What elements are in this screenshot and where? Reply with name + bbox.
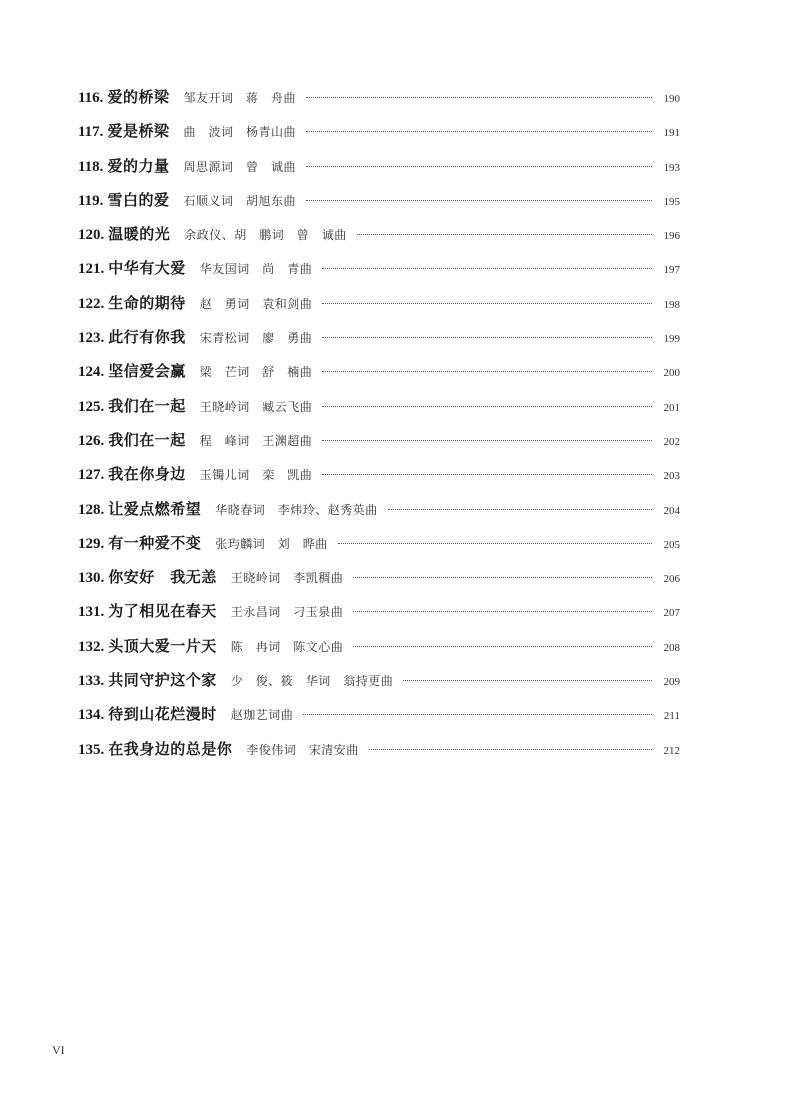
dot-leader [322,406,652,407]
entry-credits: 华晓春词 李炜玲、赵秀英曲 [215,502,378,517]
entry-page-number: 209 [663,676,680,689]
dot-leader [322,371,652,372]
toc-entry [78,86,680,120]
entry-number: 116. [78,90,104,106]
entry-page-number: 206 [663,573,680,586]
entry-credits: 曲 波词 杨青山曲 [183,125,296,140]
toc-entry [78,600,680,634]
toc-entry [78,498,680,532]
entry-number: 127. [78,467,105,484]
entry-page-number: 204 [663,504,680,517]
dot-leader [322,268,652,269]
entry-number: 123. [78,330,105,347]
dot-leader [306,200,652,201]
toc-entry [78,292,680,326]
entry-page-number: 202 [663,435,680,448]
entry-page-number: 212 [663,744,680,757]
toc-entry [78,532,680,566]
entry-title: 爱的力量 [107,156,170,175]
entry-number: 126. [78,432,105,449]
entry-title: 温暖的光 [108,225,171,244]
entry-page-number: 200 [663,367,680,380]
entry-number: 133. [78,673,105,690]
toc-entry [78,635,680,669]
toc-entry [78,120,680,154]
entry-title: 有一种爱不变 [108,533,202,552]
toc-entry [78,326,680,360]
entry-number: 129. [78,535,105,552]
entry-number: 131. [78,604,105,621]
dot-leader [353,611,652,612]
entry-page-number: 195 [663,195,680,208]
entry-credits: 余政仪、胡 鹏词 曾 诚曲 [184,228,347,243]
entry-title: 生命的期待 [108,293,186,312]
entry-title: 中华有大爱 [108,259,186,278]
entry-credits: 少 俊、筱 华词 翁持更曲 [230,674,394,689]
toc-entry [78,669,680,703]
dot-leader [322,474,652,475]
entry-title: 在我身边的总是你 [108,739,233,758]
entry-number: 130. [78,570,105,587]
toc-entry [78,738,680,772]
entry-number: 122. [78,295,105,312]
entry-credits: 周思源词 曾 诚曲 [183,159,296,174]
dot-leader [369,749,652,750]
dot-leader [338,543,652,544]
entry-page-number: 193 [663,161,680,174]
dot-leader [403,680,652,681]
toc-entry [78,189,680,223]
entry-number: 124. [78,364,105,381]
entry-number: 134. [78,707,105,724]
dot-leader [357,234,652,235]
dot-leader [306,166,652,167]
entry-page-number: 203 [663,470,680,483]
entry-number: 119. [78,192,104,209]
entry-credits: 宋青松词 廖 勇曲 [199,331,313,346]
entry-title: 共同守护这个家 [108,671,217,690]
entry-credits: 李俊伟词 宋清安曲 [246,742,359,757]
entry-page-number: 197 [663,264,680,277]
entry-credits: 赵珈艺词曲 [230,708,294,723]
entry-credits: 王永昌词 刁玉泉曲 [230,605,344,620]
entry-credits: 华友国词 尚 青曲 [199,262,313,277]
entry-number: 120. [78,227,105,244]
entry-credits: 玉镯儿词 栾 凯曲 [199,468,313,483]
dot-leader [303,714,652,715]
toc-entry [78,395,680,429]
entry-page-number: 207 [663,607,680,620]
entry-page-number: 190 [663,93,680,105]
entry-title: 雪白的爱 [107,190,170,209]
entry-title: 你安好 我无恙 [108,568,217,587]
dot-leader [306,131,652,132]
toc-entry [78,223,680,257]
dot-leader [353,577,652,578]
entry-page-number: 208 [663,641,680,654]
entry-page-number: 211 [663,710,680,723]
entry-title: 为了相见在春天 [108,602,217,621]
dot-leader [353,646,652,647]
entry-credits: 张玙麟词 刘 晔曲 [215,536,328,551]
entry-page-number: 196 [663,230,680,243]
entry-page-number: 199 [663,333,680,346]
entry-credits: 赵 勇词 袁和剑曲 [199,296,313,311]
entry-credits: 王晓岭词 李凯稠曲 [230,571,344,586]
entry-title: 爱的桥梁 [107,88,170,106]
entry-credits: 程 峰词 王渊超曲 [199,433,313,448]
entry-number: 128. [78,501,105,518]
toc-entry [78,360,680,394]
entry-title: 此行有你我 [108,328,186,347]
entry-credits: 陈 冉词 陈文心曲 [230,639,344,654]
entry-credits: 邹友开词 蒋 舟曲 [183,91,296,105]
entry-number: 125. [78,398,105,415]
dot-leader [322,337,652,338]
entry-number: 121. [78,261,105,278]
entry-number: 117. [78,124,104,141]
dot-leader [388,509,652,510]
entry-page-number: 198 [663,298,680,311]
toc-entry [78,463,680,497]
entry-page-number: 201 [663,401,680,414]
dot-leader [322,303,652,304]
entry-title: 待到山花烂漫时 [108,705,217,724]
dot-leader [322,440,652,441]
toc-entry [78,566,680,600]
entry-number: 118. [78,158,104,175]
entry-credits: 王晓岭词 臧云飞曲 [199,399,313,414]
toc-entry [78,703,680,737]
entry-credits: 梁 芒词 舒 楠曲 [199,365,313,380]
entry-title: 头顶大爱一片天 [108,636,217,655]
entry-page-number: 191 [663,127,680,140]
toc-entry [78,257,680,291]
page-number: VI [52,1043,65,1057]
entry-title: 我们在一起 [108,396,186,415]
entry-title: 我们在一起 [108,430,186,449]
entry-number: 135. [78,741,105,758]
entry-title: 让爱点燃希望 [108,499,202,518]
entry-number: 132. [78,638,105,655]
entry-title: 爱是桥梁 [107,122,170,141]
toc-entry [78,429,680,463]
table-of-contents [78,86,680,772]
toc-entry [78,155,680,189]
entry-title: 我在你身边 [108,465,186,484]
dot-leader [306,97,652,98]
entry-credits: 石顺义词 胡旭东曲 [183,193,296,208]
entry-page-number: 205 [663,538,680,551]
entry-title: 坚信爱会赢 [108,362,186,381]
